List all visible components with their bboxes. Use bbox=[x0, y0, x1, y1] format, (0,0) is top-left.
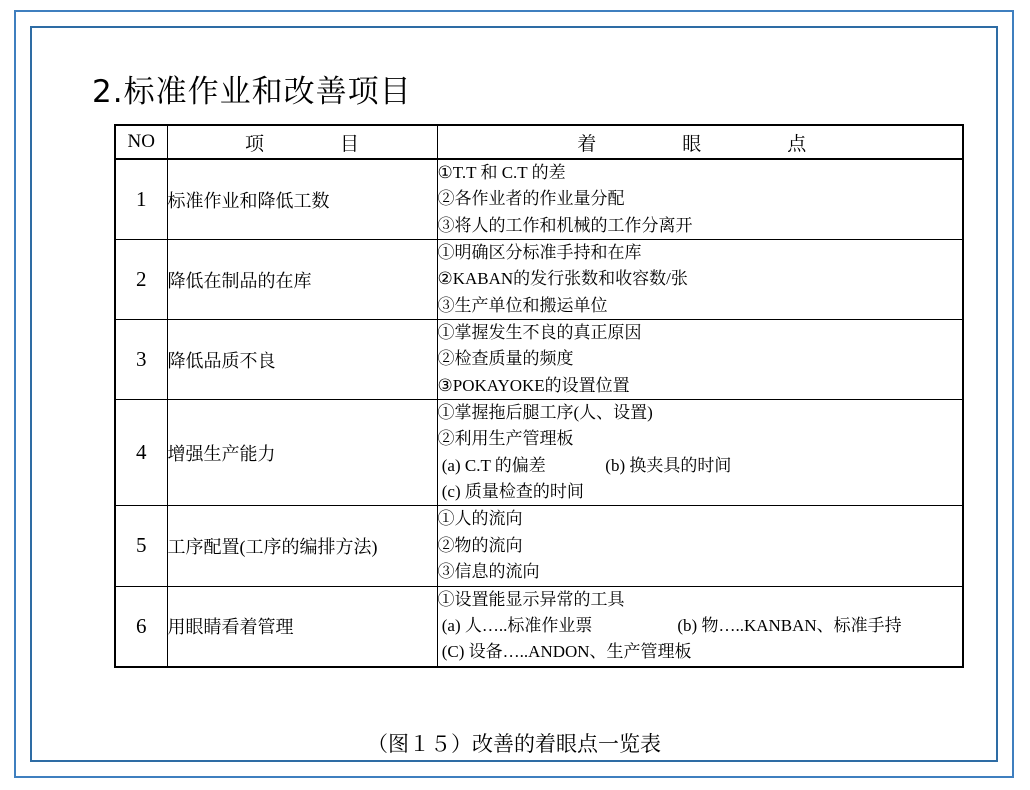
row-item: 增强生产能力 bbox=[167, 400, 437, 506]
table-header bbox=[115, 125, 963, 159]
table-row bbox=[115, 586, 963, 667]
row-points bbox=[437, 159, 963, 240]
row-item: 标准作业和降低工数 bbox=[167, 159, 437, 240]
point-line: ②各作业者的作业量分配 bbox=[437, 189, 625, 209]
point-line: ②利用生产管理板 bbox=[437, 429, 574, 449]
improvement-points-table bbox=[114, 124, 964, 668]
table-row bbox=[115, 159, 963, 240]
slide-inner-border bbox=[30, 26, 998, 762]
point-line: (a) 人…..标准作业票 (b) 物…..KANBAN、标准手持 bbox=[437, 615, 902, 635]
row-points bbox=[437, 320, 963, 400]
row-points bbox=[437, 586, 963, 667]
table-header-row bbox=[115, 125, 963, 159]
row-no: 5 bbox=[115, 506, 167, 586]
row-item: 降低品质不良 bbox=[167, 320, 437, 400]
point-line: ③将人的工作和机械的工作分离开 bbox=[437, 215, 693, 235]
row-no: 1 bbox=[115, 159, 167, 240]
row-item: 降低在制品的在库 bbox=[167, 240, 437, 320]
point-line: ③POKAYOKE的设置位置 bbox=[437, 375, 630, 395]
column-header-point: 着 眼 点 bbox=[437, 125, 963, 159]
point-line: ①设置能显示异常的工具 bbox=[437, 589, 625, 609]
slide-outer-border bbox=[14, 10, 1014, 778]
figure-caption: （图１５）改善的着眼点一览表 bbox=[367, 732, 661, 756]
point-line: ①掌握发生不良的真正原因 bbox=[437, 323, 642, 343]
point-line: ①T.T 和 C.T 的差 bbox=[437, 163, 566, 182]
point-line: ①人的流向 bbox=[437, 509, 523, 529]
row-no: 6 bbox=[115, 586, 167, 667]
point-line: ②KABAN的发行张数和收容数/张 bbox=[437, 269, 688, 289]
point-line: ③信息的流向 bbox=[437, 562, 540, 582]
column-header-item: 项 目 bbox=[167, 125, 437, 159]
row-no: 3 bbox=[115, 320, 167, 400]
table-row bbox=[115, 320, 963, 400]
column-header-no: NO bbox=[115, 125, 167, 159]
table-body bbox=[115, 159, 963, 667]
point-line: ②物的流向 bbox=[437, 535, 523, 555]
table-row bbox=[115, 240, 963, 320]
point-line: ①掌握拖后腿工序(人、设置) bbox=[437, 403, 653, 423]
row-points bbox=[437, 400, 963, 506]
table-row bbox=[115, 506, 963, 586]
row-points bbox=[437, 506, 963, 586]
row-points bbox=[437, 240, 963, 320]
row-no: 4 bbox=[115, 400, 167, 506]
point-line: (a) C.T 的偏差 (b) 换夹具的时间 bbox=[437, 455, 732, 475]
point-line: (c) 质量检查的时间 bbox=[437, 482, 584, 502]
point-line: ③生产单位和搬运单位 bbox=[437, 295, 608, 315]
table-row bbox=[115, 400, 963, 506]
point-line: (C) 设备…..ANDON、生产管理板 bbox=[437, 642, 692, 662]
page-title: 2.标准作业和改善项目 bbox=[92, 74, 412, 110]
row-item: 工序配置(工序的编排方法) bbox=[167, 506, 437, 586]
row-item: 用眼睛看着管理 bbox=[167, 586, 437, 667]
point-line: ②检查质量的频度 bbox=[437, 349, 574, 369]
point-line: ①明确区分标准手持和在库 bbox=[437, 243, 642, 263]
row-no: 2 bbox=[115, 240, 167, 320]
